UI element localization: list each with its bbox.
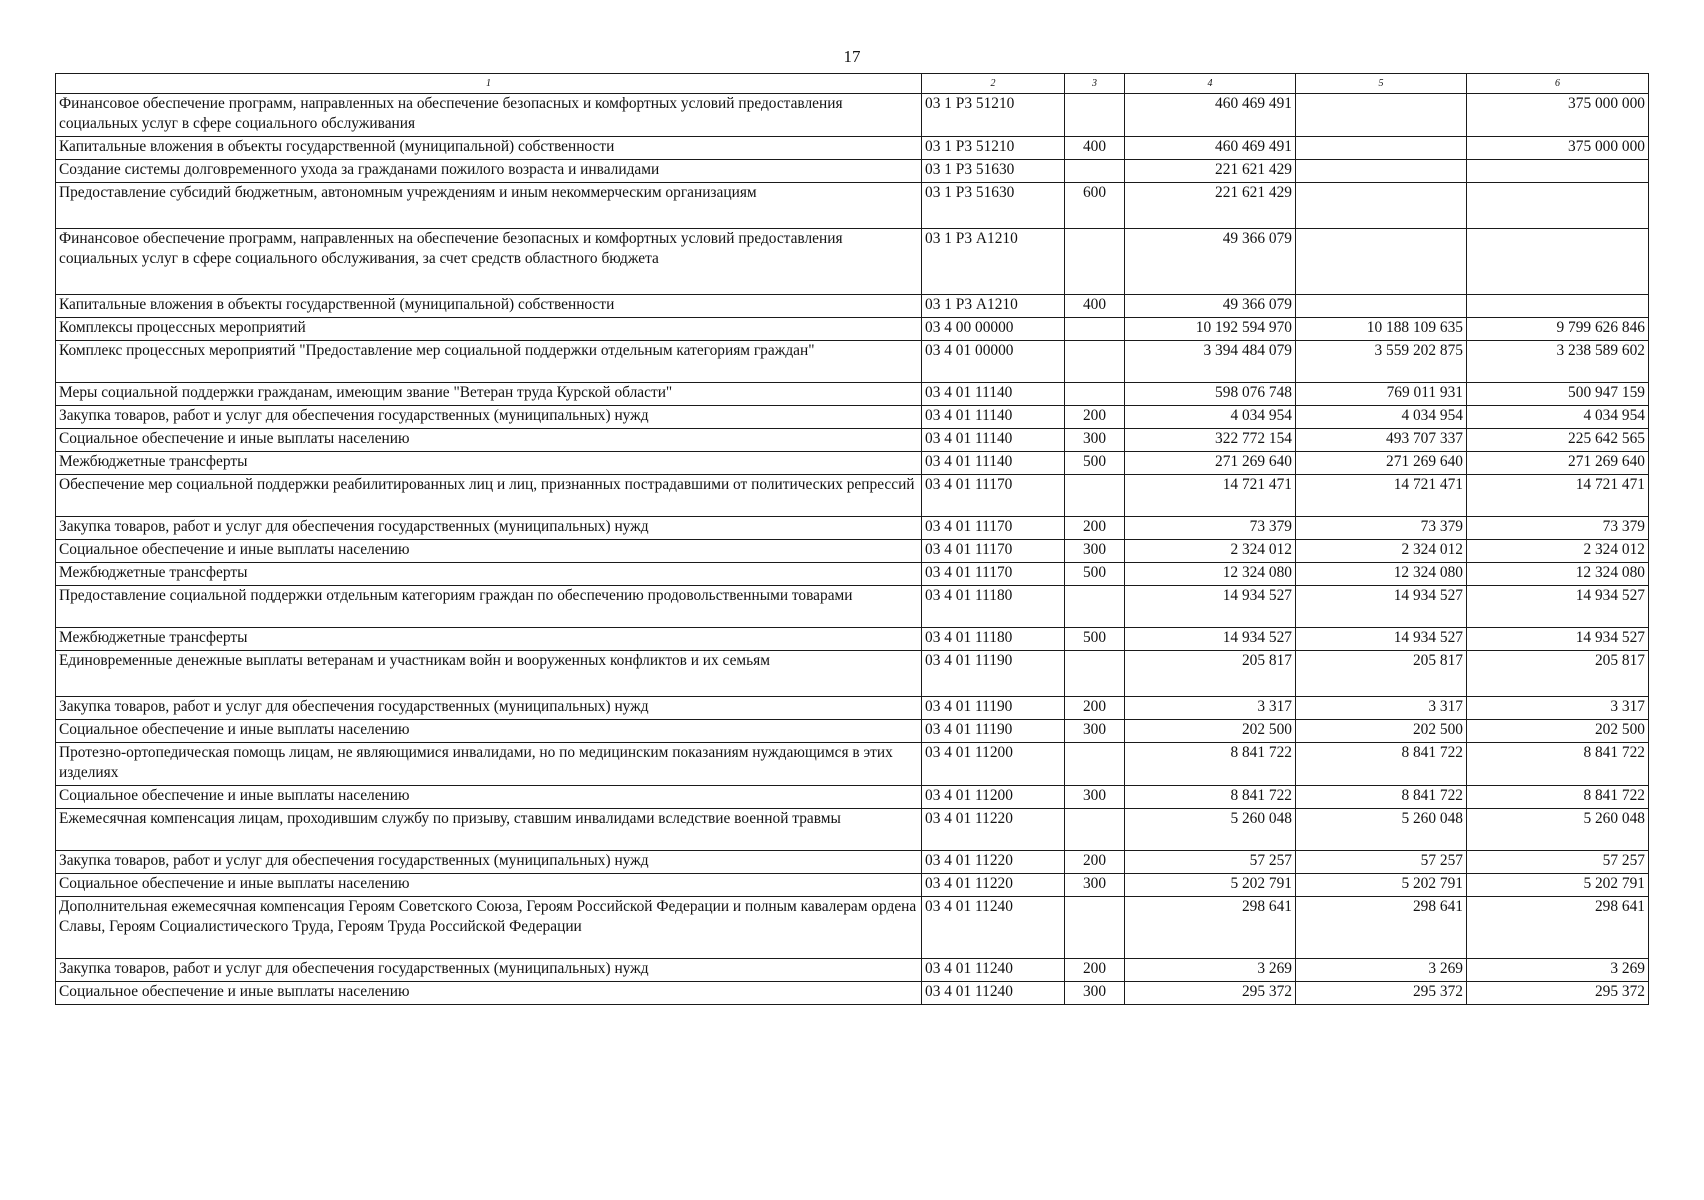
row-code: 03 4 01 11190 (922, 651, 1065, 697)
row-value-col4: 3 394 484 079 (1125, 341, 1296, 383)
row-code: 03 4 01 11240 (922, 897, 1065, 959)
header-col-6: 6 (1467, 74, 1649, 94)
row-value-col4: 73 379 (1125, 517, 1296, 540)
row-expense-type: 300 (1065, 429, 1125, 452)
row-value-col4: 2 324 012 (1125, 540, 1296, 563)
row-expense-type: 500 (1065, 628, 1125, 651)
row-expense-type: 400 (1065, 137, 1125, 160)
row-expense-type (1065, 341, 1125, 383)
table-row (56, 786, 1649, 809)
row-code: 03 4 01 11200 (922, 743, 1065, 786)
row-value-col4: 598 076 748 (1125, 383, 1296, 406)
row-code: 03 4 01 11140 (922, 406, 1065, 429)
row-expense-type: 600 (1065, 183, 1125, 229)
table-row (56, 341, 1649, 383)
table-row (56, 94, 1649, 137)
page-number: 17 (843, 47, 861, 66)
row-value-col6: 8 841 722 (1467, 786, 1649, 809)
row-value-col6: 5 202 791 (1467, 874, 1649, 897)
row-value-col5: 4 034 954 (1296, 406, 1467, 429)
row-code: 03 4 01 11170 (922, 540, 1065, 563)
row-value-col5: 73 379 (1296, 517, 1467, 540)
row-code: 03 4 01 11170 (922, 517, 1065, 540)
table-row (56, 586, 1649, 628)
row-value-col4: 322 772 154 (1125, 429, 1296, 452)
row-name: Закупка товаров, работ и услуг для обеспечения государственных (муниципальных) нужд (56, 517, 922, 540)
row-value-col6: 9 799 626 846 (1467, 318, 1649, 341)
row-value-col4: 14 934 527 (1125, 586, 1296, 628)
header-col-2: 2 (922, 74, 1065, 94)
row-name: Комплекс процессных мероприятий "Предоставление мер социальной поддержки отдельным категориям граждан" (56, 341, 922, 383)
row-expense-type: 400 (1065, 295, 1125, 318)
table-row (56, 318, 1649, 341)
row-code: 03 4 01 11190 (922, 697, 1065, 720)
row-value-col6: 500 947 159 (1467, 383, 1649, 406)
row-code: 03 4 01 11200 (922, 786, 1065, 809)
table-row (56, 697, 1649, 720)
row-value-col5 (1296, 295, 1467, 318)
row-expense-type: 500 (1065, 452, 1125, 475)
row-code: 03 4 01 11220 (922, 809, 1065, 851)
row-code: 03 4 01 11220 (922, 874, 1065, 897)
row-value-col5: 14 934 527 (1296, 628, 1467, 651)
row-name: Социальное обеспечение и иные выплаты населению (56, 874, 922, 897)
budget-table (55, 73, 1649, 1005)
table-row (56, 160, 1649, 183)
table-row (56, 809, 1649, 851)
row-expense-type (1065, 586, 1125, 628)
header-col-5: 5 (1296, 74, 1467, 94)
row-value-col4: 57 257 (1125, 851, 1296, 874)
table-row (56, 229, 1649, 295)
row-value-col4: 3 317 (1125, 697, 1296, 720)
row-code: 03 4 01 11180 (922, 586, 1065, 628)
row-value-col4: 5 202 791 (1125, 874, 1296, 897)
row-code: 03 1 Р3 51630 (922, 160, 1065, 183)
row-name: Капитальные вложения в объекты государственной (муниципальной) собственности (56, 295, 922, 318)
row-value-col4: 5 260 048 (1125, 809, 1296, 851)
row-value-col5: 5 260 048 (1296, 809, 1467, 851)
row-value-col6: 295 372 (1467, 982, 1649, 1005)
row-value-col4: 221 621 429 (1125, 183, 1296, 229)
row-value-col6: 375 000 000 (1467, 137, 1649, 160)
row-value-col4: 49 366 079 (1125, 295, 1296, 318)
row-expense-type: 200 (1065, 851, 1125, 874)
row-value-col6: 202 500 (1467, 720, 1649, 743)
row-value-col6: 2 324 012 (1467, 540, 1649, 563)
row-value-col6: 12 324 080 (1467, 563, 1649, 586)
row-value-col6: 205 817 (1467, 651, 1649, 697)
row-name: Создание системы долговременного ухода за гражданами пожилого возраста и инвалидами (56, 160, 922, 183)
row-value-col6 (1467, 229, 1649, 295)
row-value-col5 (1296, 160, 1467, 183)
row-name: Межбюджетные трансферты (56, 563, 922, 586)
table-row (56, 959, 1649, 982)
row-name: Социальное обеспечение и иные выплаты населению (56, 540, 922, 563)
row-code: 03 4 01 11140 (922, 452, 1065, 475)
row-value-col4: 295 372 (1125, 982, 1296, 1005)
table-row (56, 137, 1649, 160)
row-code: 03 4 01 11190 (922, 720, 1065, 743)
row-name: Межбюджетные трансферты (56, 452, 922, 475)
row-value-col5: 493 707 337 (1296, 429, 1467, 452)
row-value-col6: 5 260 048 (1467, 809, 1649, 851)
row-value-col5: 5 202 791 (1296, 874, 1467, 897)
row-expense-type: 300 (1065, 874, 1125, 897)
row-value-col5 (1296, 229, 1467, 295)
row-value-col6: 271 269 640 (1467, 452, 1649, 475)
row-value-col6: 298 641 (1467, 897, 1649, 959)
row-expense-type (1065, 743, 1125, 786)
table-row (56, 475, 1649, 517)
table-row (56, 383, 1649, 406)
row-value-col4: 3 269 (1125, 959, 1296, 982)
table-row (56, 851, 1649, 874)
table-row (56, 874, 1649, 897)
row-expense-type (1065, 94, 1125, 137)
row-value-col5: 298 641 (1296, 897, 1467, 959)
row-value-col4: 14 721 471 (1125, 475, 1296, 517)
row-expense-type: 300 (1065, 982, 1125, 1005)
row-code: 03 1 Р3 А1210 (922, 295, 1065, 318)
table-row (56, 563, 1649, 586)
table-row (56, 183, 1649, 229)
row-name: Закупка товаров, работ и услуг для обеспечения государственных (муниципальных) нужд (56, 851, 922, 874)
table-row (56, 517, 1649, 540)
row-value-col5: 202 500 (1296, 720, 1467, 743)
row-name: Социальное обеспечение и иные выплаты населению (56, 982, 922, 1005)
row-value-col6: 4 034 954 (1467, 406, 1649, 429)
row-value-col6: 73 379 (1467, 517, 1649, 540)
row-name: Социальное обеспечение и иные выплаты населению (56, 786, 922, 809)
row-name: Финансовое обеспечение программ, направленных на обеспечение безопасных и комфортных условий предоставления социальных услуг в сфере социального обслуживания (56, 94, 922, 137)
row-name: Закупка товаров, работ и услуг для обеспечения государственных (муниципальных) нужд (56, 959, 922, 982)
row-expense-type: 200 (1065, 406, 1125, 429)
header-col-4: 4 (1125, 74, 1296, 94)
row-value-col6: 8 841 722 (1467, 743, 1649, 786)
header-row (56, 74, 1649, 94)
row-code: 03 4 01 11240 (922, 982, 1065, 1005)
row-value-col6: 225 642 565 (1467, 429, 1649, 452)
table-header (56, 74, 1649, 94)
row-value-col5: 295 372 (1296, 982, 1467, 1005)
row-value-col5: 8 841 722 (1296, 743, 1467, 786)
row-code: 03 4 01 11170 (922, 563, 1065, 586)
row-expense-type: 200 (1065, 697, 1125, 720)
table-row (56, 897, 1649, 959)
row-value-col5: 10 188 109 635 (1296, 318, 1467, 341)
row-expense-type (1065, 651, 1125, 697)
row-value-col5 (1296, 183, 1467, 229)
row-expense-type (1065, 383, 1125, 406)
row-expense-type (1065, 229, 1125, 295)
row-name: Ежемесячная компенсация лицам, проходившим службу по призыву, ставшим инвалидами вследствие военной травмы (56, 809, 922, 851)
row-value-col5: 3 317 (1296, 697, 1467, 720)
row-name: Социальное обеспечение и иные выплаты населению (56, 429, 922, 452)
row-value-col5: 3 559 202 875 (1296, 341, 1467, 383)
row-expense-type: 300 (1065, 540, 1125, 563)
row-expense-type (1065, 475, 1125, 517)
row-value-col5: 14 721 471 (1296, 475, 1467, 517)
row-value-col6: 57 257 (1467, 851, 1649, 874)
table-row (56, 429, 1649, 452)
row-expense-type (1065, 160, 1125, 183)
header-col-3: 3 (1065, 74, 1125, 94)
row-expense-type (1065, 897, 1125, 959)
row-value-col4: 4 034 954 (1125, 406, 1296, 429)
row-value-col4: 271 269 640 (1125, 452, 1296, 475)
row-value-col6 (1467, 295, 1649, 318)
table-row (56, 452, 1649, 475)
row-value-col4: 12 324 080 (1125, 563, 1296, 586)
row-name: Капитальные вложения в объекты государственной (муниципальной) собственности (56, 137, 922, 160)
row-value-col5: 8 841 722 (1296, 786, 1467, 809)
row-expense-type (1065, 809, 1125, 851)
row-expense-type: 300 (1065, 720, 1125, 743)
row-value-col6: 3 317 (1467, 697, 1649, 720)
row-value-col5: 14 934 527 (1296, 586, 1467, 628)
row-value-col6: 375 000 000 (1467, 94, 1649, 137)
row-code: 03 1 Р3 51210 (922, 137, 1065, 160)
row-value-col4: 460 469 491 (1125, 137, 1296, 160)
table-row (56, 295, 1649, 318)
row-name: Финансовое обеспечение программ, направленных на обеспечение безопасных и комфортных условий предоставления социальных услуг в сфере социального обслуживания, за счет средств областного бюджета (56, 229, 922, 295)
row-name: Межбюджетные трансферты (56, 628, 922, 651)
row-value-col4: 460 469 491 (1125, 94, 1296, 137)
row-name: Меры социальной поддержки гражданам, имеющим звание "Ветеран труда Курской области" (56, 383, 922, 406)
row-expense-type: 300 (1065, 786, 1125, 809)
row-value-col4: 14 934 527 (1125, 628, 1296, 651)
row-value-col4: 8 841 722 (1125, 743, 1296, 786)
row-code: 03 4 01 11140 (922, 429, 1065, 452)
row-name: Единовременные денежные выплаты ветеранам и участникам войн и вооруженных конфликтов и их семьям (56, 651, 922, 697)
row-name: Протезно-ортопедическая помощь лицам, не являющимися инвалидами, но по медицинским показаниям нуждающимся в этих изделиях (56, 743, 922, 786)
row-name: Закупка товаров, работ и услуг для обеспечения государственных (муниципальных) нужд (56, 406, 922, 429)
table-row (56, 720, 1649, 743)
row-value-col6: 14 934 527 (1467, 586, 1649, 628)
row-value-col5: 2 324 012 (1296, 540, 1467, 563)
table-row (56, 406, 1649, 429)
row-code: 03 4 01 00000 (922, 341, 1065, 383)
row-name: Предоставление субсидий бюджетным, автономным учреждениям и иным некоммерческим организациям (56, 183, 922, 229)
row-name: Предоставление социальной поддержки отдельным категориям граждан по обеспечению продовольственными товарами (56, 586, 922, 628)
row-value-col4: 8 841 722 (1125, 786, 1296, 809)
row-value-col4: 221 621 429 (1125, 160, 1296, 183)
row-name: Комплексы процессных мероприятий (56, 318, 922, 341)
table-row (56, 628, 1649, 651)
table-row (56, 651, 1649, 697)
row-value-col5: 205 817 (1296, 651, 1467, 697)
row-code: 03 1 Р3 51630 (922, 183, 1065, 229)
table-row (56, 982, 1649, 1005)
row-code: 03 4 01 11220 (922, 851, 1065, 874)
table-body (56, 94, 1649, 1005)
table-row (56, 743, 1649, 786)
row-code: 03 1 Р3 51210 (922, 94, 1065, 137)
row-value-col6 (1467, 183, 1649, 229)
row-code: 03 4 01 11170 (922, 475, 1065, 517)
header-col-1: 1 (56, 74, 922, 94)
row-name: Закупка товаров, работ и услуг для обеспечения государственных (муниципальных) нужд (56, 697, 922, 720)
row-value-col4: 10 192 594 970 (1125, 318, 1296, 341)
row-value-col5: 271 269 640 (1296, 452, 1467, 475)
row-expense-type: 200 (1065, 959, 1125, 982)
table-row (56, 540, 1649, 563)
row-value-col6: 3 238 589 602 (1467, 341, 1649, 383)
row-value-col6: 14 934 527 (1467, 628, 1649, 651)
row-expense-type: 500 (1065, 563, 1125, 586)
row-code: 03 4 00 00000 (922, 318, 1065, 341)
row-code: 03 1 Р3 А1210 (922, 229, 1065, 295)
row-value-col5: 12 324 080 (1296, 563, 1467, 586)
row-value-col5: 769 011 931 (1296, 383, 1467, 406)
row-value-col4: 298 641 (1125, 897, 1296, 959)
row-value-col6: 14 721 471 (1467, 475, 1649, 517)
row-expense-type: 200 (1065, 517, 1125, 540)
row-code: 03 4 01 11180 (922, 628, 1065, 651)
row-code: 03 4 01 11140 (922, 383, 1065, 406)
row-value-col4: 205 817 (1125, 651, 1296, 697)
row-value-col6: 3 269 (1467, 959, 1649, 982)
row-name: Социальное обеспечение и иные выплаты населению (56, 720, 922, 743)
row-value-col5 (1296, 94, 1467, 137)
row-expense-type (1065, 318, 1125, 341)
row-value-col4: 202 500 (1125, 720, 1296, 743)
row-value-col5 (1296, 137, 1467, 160)
row-name: Дополнительная ежемесячная компенсация Героям Советского Союза, Героям Российской Федерации и полным кавалерам ордена Славы, Героям Социалистического Труда, Героям Труда Российской Федерации (56, 897, 922, 959)
row-name: Обеспечение мер социальной поддержки реабилитированных лиц и лиц, признанных пострадавшими от политических репрессий (56, 475, 922, 517)
row-code: 03 4 01 11240 (922, 959, 1065, 982)
row-value-col6 (1467, 160, 1649, 183)
row-value-col5: 3 269 (1296, 959, 1467, 982)
row-value-col5: 57 257 (1296, 851, 1467, 874)
row-value-col4: 49 366 079 (1125, 229, 1296, 295)
